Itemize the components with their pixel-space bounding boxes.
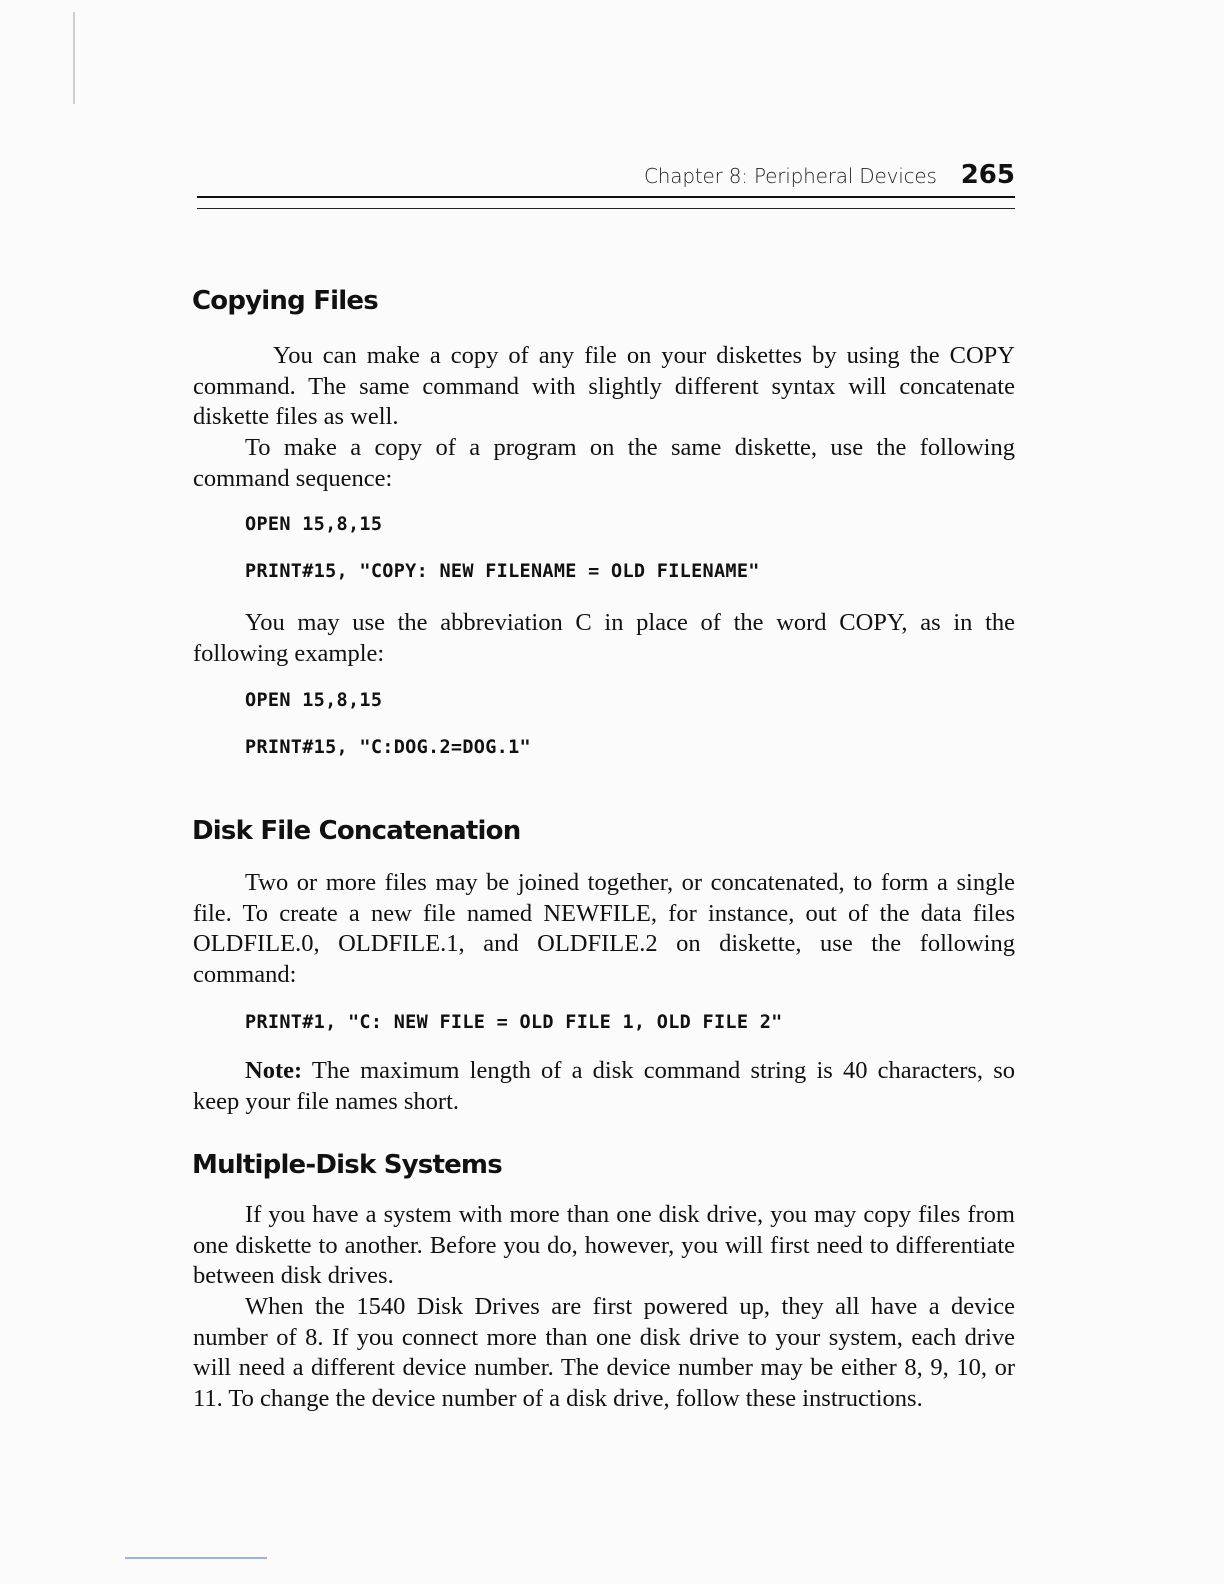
- running-header: [197, 160, 1015, 198]
- paragraph-device-numbers: When the 1540 Disk Drives are first powered up, they all have a device number of 8. If you connect more than one disk drive to your system, each drive will need a different device number. The device number may be either 8, 9, 10, or 11. To change the device number of a disk drive, follow these instructions.: [193, 1293, 1015, 1412]
- header-rule-thin: [197, 208, 1015, 209]
- code-concatenate-command: PRINT#1, "C: NEW FILE = OLD FILE 1, OLD FILE 2": [245, 1012, 783, 1033]
- paragraph-copying-same-diskette: To make a copy of a program on the same diskette, use the following command sequence:: [193, 434, 1015, 492]
- heading-copying-files: Copying Files: [192, 286, 378, 316]
- heading-disk-file-concatenation: Disk File Concatenation: [192, 816, 521, 846]
- code-print-c-command: PRINT#15, "C:DOG.2=DOG.1": [245, 737, 531, 758]
- code-open-command-1: OPEN 15,8,15: [245, 514, 383, 535]
- note-text: The maximum length of a disk command string is 40 characters, so keep your file names short.: [193, 1057, 1015, 1115]
- paragraph-multiple-disk-intro: If you have a system with more than one disk drive, you may copy files from one diskette to another. Before you do, however, you will first need to differentiate between disk drives.: [193, 1201, 1015, 1290]
- heading-multiple-disk-systems: Multiple-Disk Systems: [192, 1150, 502, 1180]
- page-number: 265: [960, 160, 1015, 190]
- scan-bottom-mark: [125, 1557, 267, 1559]
- paragraph-copying-intro: You can make a copy of any file on your diskettes by using the COPY command. The same command with slightly different syntax will concatenate diskette files as well.: [193, 342, 1015, 431]
- note-label: Note:: [245, 1057, 303, 1084]
- paragraph-note: [193, 1056, 1015, 1117]
- code-open-command-2: OPEN 15,8,15: [245, 690, 383, 711]
- scan-margin-mark: [73, 12, 75, 104]
- code-print-copy-command: PRINT#15, "COPY: NEW FILENAME = OLD FILENAME": [245, 561, 760, 582]
- header-rule-thick: [197, 196, 1015, 198]
- paragraph-concatenation: Two or more files may be joined together, or concatenated, to form a single file. To create a new file named NEWFILE, for instance, out of the data files OLDFILE.0, OLDFILE.1, and OLDFILE.2 on diskette, use the following command:: [193, 869, 1015, 988]
- chapter-title: Chapter 8: Peripheral Devices: [644, 164, 937, 188]
- paragraph-abbreviation: You may use the abbreviation C in place of the word COPY, as in the following example:: [193, 609, 1015, 667]
